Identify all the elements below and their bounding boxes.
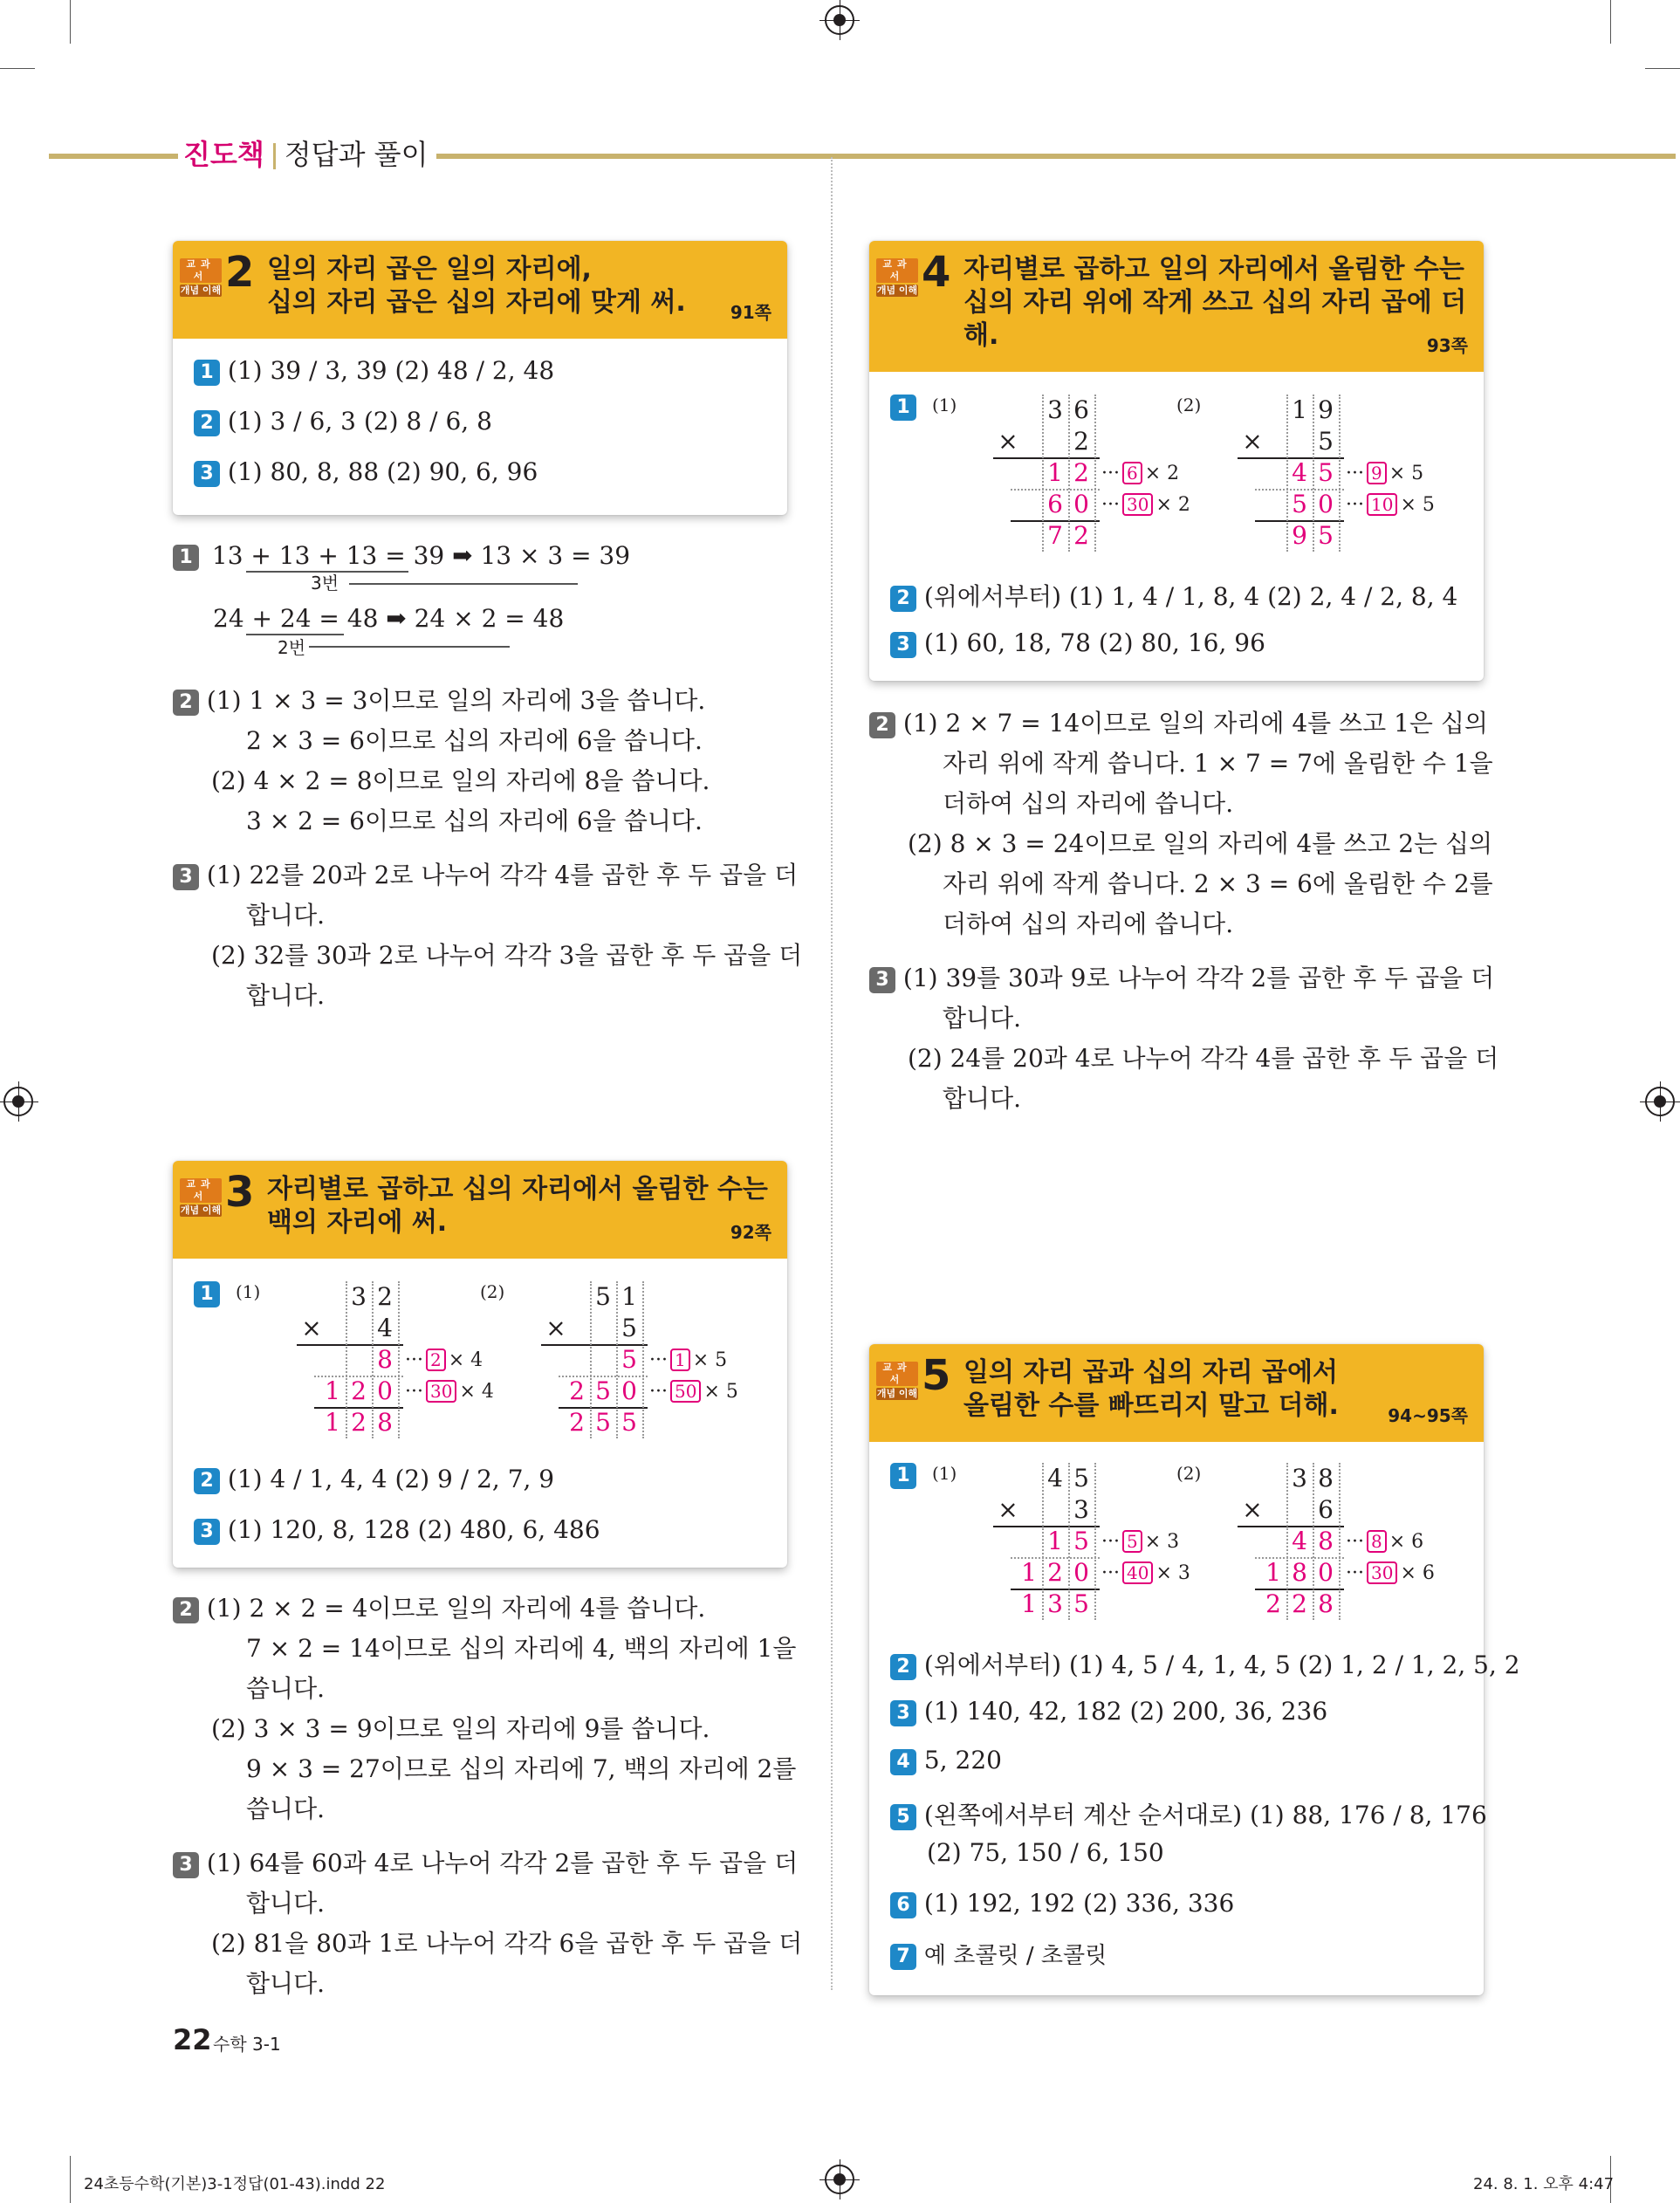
answer-box-value: 1 — [670, 1349, 690, 1371]
digit: 2 — [1073, 427, 1089, 456]
dotted-line — [1255, 489, 1344, 491]
section-title: 올림한 수를 빠뜨리지 말고 더해. — [963, 1390, 1339, 1421]
result-digit: 5 — [1292, 490, 1307, 518]
result-digit: 1 — [1047, 458, 1063, 487]
question-number: 5 — [890, 1804, 916, 1830]
answer-text: (1) 120, 8, 128 (2) 480, 6, 486 — [227, 1515, 600, 1544]
answer-text: (1) 140, 42, 182 (2) 200, 36, 236 — [923, 1697, 1328, 1726]
explanation-3: 3 (1) 22를 20과 2로 나누어 각각 4를 곱한 후 두 곱을 더 합니다. (2) 32를 30과 2로 나누어 각각 3을 곱한 후 두 곱을 더 합니다. — [173, 855, 802, 1016]
result-digit: 2 — [351, 1376, 367, 1405]
result-digit: 1 — [1021, 1558, 1037, 1587]
answer-box-value: 30 — [426, 1380, 456, 1403]
section-title: 해. — [963, 320, 999, 351]
subquestion-label: (1) — [932, 1463, 957, 1484]
times-sign: × — [998, 1495, 1018, 1524]
page-label: 수학 3-1 — [213, 2034, 281, 2055]
explanation-2: 2 (1) 2 × 7 = 14이므로 일의 자리에 4를 쓰고 1은 십의 자리 위에 작게 씁니다. 1 × 7 = 7에 올림한 수 1을 더하여 십의 자리에 씁니다. (2) 8 × 3 = 24이므로 일의 자리에 4를 쓰고 2는 십의 자리 위에 작게 씁니다. 2 × 3 = 6에 올림한 수 2를 더하여 십의 자리에 씁니다. — [869, 703, 1493, 944]
result-digit: 2 — [1047, 1558, 1063, 1587]
result-digit: 1 — [1047, 1527, 1063, 1555]
result-digit: 5 — [1073, 1589, 1089, 1618]
column-guide — [1094, 395, 1096, 552]
multiplication-calc — [932, 1463, 1190, 1620]
column-guide — [1313, 1463, 1314, 1620]
underline — [993, 1526, 1100, 1527]
sum-line — [1011, 520, 1100, 522]
answer-box-value: 40 — [1122, 1561, 1153, 1584]
question-number: 2 — [890, 586, 916, 612]
answer-text: (1) 4 / 1, 4, 4 (2) 9 / 2, 7, 9 — [227, 1465, 555, 1493]
partial-product-note: ··· 30 × 4 — [405, 1381, 494, 1403]
section-title: 백의 자리에 써. — [267, 1207, 448, 1238]
column-guide — [1068, 395, 1070, 552]
section-title: 일의 자리 곱은 일의 자리에, — [267, 254, 592, 285]
answer-box-value: 9 — [1367, 462, 1387, 484]
explanation-2: 2 (1) 2 × 2 = 4이므로 일의 자리에 4를 씁니다. 7 × 2 = 14이므로 십의 자리에 4, 백의 자리에 1을 씁니다. (2) 3 × 3 = 9이므로 일의 자리에 9를 씁니다. 9 × 3 = 27이므로 십의 자리에 7, 백의 자리에 2를 씁니다. — [173, 1589, 796, 1829]
answer-box-4 — [869, 241, 1484, 681]
box-header — [869, 241, 1484, 372]
dotted-line — [559, 1376, 648, 1377]
result-digit: 2 — [1073, 521, 1089, 550]
section-number: 2 — [225, 248, 255, 297]
result-digit: 2 — [1265, 1589, 1281, 1618]
dotted-line — [1011, 1557, 1100, 1559]
page-reference: 91쪽 — [730, 302, 771, 323]
digit: 9 — [1318, 395, 1334, 424]
sum-line — [314, 1407, 403, 1409]
partial-product-note: ··· 2 × 4 — [405, 1349, 483, 1371]
answer-text: (1) 192, 192 (2) 336, 336 — [923, 1889, 1235, 1918]
column-guide — [346, 1281, 347, 1438]
result-digit: 0 — [1073, 490, 1089, 518]
answer-box-value: 50 — [670, 1380, 701, 1403]
result-digit: 5 — [595, 1408, 611, 1437]
digit: 3 — [351, 1282, 367, 1311]
partial-product-note: ··· 50 × 5 — [649, 1381, 738, 1403]
result-digit: 5 — [1318, 458, 1334, 487]
crop-mark — [0, 68, 35, 69]
question-number: 3 — [194, 1519, 220, 1545]
times-sign: × — [545, 1314, 566, 1342]
answer-text: (위에서부터) (1) 1, 4 / 1, 8, 4 (2) 2, 4 / 2, 8, 4 — [923, 582, 1458, 611]
underline — [541, 1344, 648, 1346]
explanation-2: 2 (1) 1 × 3 = 3이므로 일의 자리에 3을 씁니다. 2 × 3 = 6이므로 십의 자리에 6을 씁니다. (2) 4 × 2 = 8이므로 일의 자리에 8을 씁니다. 3 × 2 = 6이므로 십의 자리에 6을 씁니다. — [173, 681, 710, 841]
section-title: 십의 자리 위에 작게 쓰고 십의 자리 곱에 더 — [963, 287, 1467, 318]
partial-product-note: ··· 10 × 5 — [1346, 494, 1435, 516]
underline — [1238, 1526, 1344, 1527]
subquestion-label: (2) — [1176, 1463, 1202, 1484]
result-digit: 3 — [1047, 1589, 1063, 1618]
answer-box-2 — [173, 241, 787, 515]
subquestion-label: (1) — [932, 395, 957, 415]
partial-product-note: ··· 9 × 5 — [1346, 463, 1424, 484]
partial-product-note: ··· 5 × 3 — [1101, 1531, 1180, 1553]
subquestion-label: (2) — [1176, 395, 1202, 415]
answer-box-5 — [869, 1344, 1520, 1995]
question-number: 3 — [890, 632, 916, 658]
multiplication-calc — [1176, 395, 1435, 552]
partial-product-note: ··· 1 × 5 — [649, 1349, 728, 1371]
result-digit: 5 — [595, 1376, 611, 1405]
answer-box-value: 30 — [1367, 1561, 1397, 1584]
digit: 4 — [1047, 1464, 1063, 1493]
column-guide — [642, 1281, 644, 1438]
column-guide — [372, 1281, 374, 1438]
crop-mark — [70, 2156, 71, 2203]
answer-box-value: 10 — [1367, 493, 1397, 516]
digit: 5 — [1073, 1464, 1089, 1493]
answer-text: (왼쪽에서부터 계산 순서대로) (1) 88, 176 / 8, 176 — [923, 1801, 1487, 1829]
column-guide — [1339, 395, 1341, 552]
answer-box-value: 2 — [426, 1349, 446, 1371]
crop-mark — [1610, 0, 1611, 44]
registration-mark — [825, 2165, 854, 2194]
multiplication-calc — [1176, 1463, 1435, 1620]
result-digit: 8 — [377, 1345, 393, 1374]
digit: 6 — [1318, 1495, 1334, 1524]
page-number: 22 — [173, 2023, 212, 2056]
page-reference: 92쪽 — [730, 1222, 771, 1243]
crop-mark — [1645, 68, 1680, 69]
question-number: 4 — [890, 1749, 916, 1775]
registration-mark — [3, 1087, 33, 1116]
dotted-line — [314, 1376, 403, 1377]
answer-box-value: 5 — [1122, 1530, 1142, 1553]
answer-text: (2) 75, 150 / 6, 150 — [927, 1838, 1164, 1867]
partial-product-note: ··· 40 × 3 — [1101, 1562, 1190, 1584]
partial-product-note: ··· 30 × 6 — [1346, 1562, 1435, 1584]
partial-product-note: ··· 30 × 2 — [1101, 494, 1190, 516]
dotted-line — [1255, 1557, 1344, 1559]
question-number: 2 — [194, 1468, 220, 1494]
underline — [1238, 457, 1344, 459]
result-digit: 5 — [621, 1408, 637, 1437]
result-digit: 0 — [1073, 1558, 1089, 1587]
digit: 2 — [377, 1282, 393, 1311]
count-label: 2번 — [278, 637, 306, 658]
answer-text: (1) 60, 18, 78 (2) 80, 16, 96 — [923, 628, 1265, 657]
result-digit: 0 — [1318, 490, 1334, 518]
result-digit: 0 — [621, 1376, 637, 1405]
explanation-1-2 — [213, 604, 564, 633]
result-digit: 9 — [1292, 521, 1307, 550]
result-digit: 2 — [1073, 458, 1089, 487]
digit: 4 — [377, 1314, 393, 1342]
result-digit: 1 — [325, 1376, 340, 1405]
box-header — [173, 1161, 787, 1259]
section-number: 4 — [922, 248, 951, 297]
column-guide — [1286, 395, 1288, 552]
footer-timestamp: 24. 8. 1. 오후 4:47 — [1473, 2175, 1615, 2193]
answer-text: 5, 220 — [923, 1746, 1002, 1774]
digit: 3 — [1292, 1464, 1307, 1493]
question-number: 3 — [890, 1700, 916, 1726]
section-title: 자리별로 곱하고 십의 자리에서 올림한 수는 — [267, 1174, 768, 1204]
column-guide — [1042, 395, 1044, 552]
digit: 5 — [595, 1282, 611, 1311]
result-digit: 5 — [1318, 521, 1334, 550]
column-guide — [1313, 395, 1314, 552]
section-title: 십의 자리 곱은 십의 자리에 맞게 써. — [267, 287, 686, 318]
partial-product-note: ··· 6 × 2 — [1101, 463, 1180, 484]
result-digit: 2 — [1292, 1589, 1307, 1618]
digit: 1 — [621, 1282, 637, 1311]
arrow-line — [309, 646, 510, 648]
crop-mark — [70, 0, 71, 44]
dotted-line — [1011, 489, 1100, 491]
textbook-badge: 교과서 개념 이해 — [180, 1178, 222, 1216]
sum-line — [1011, 1589, 1100, 1590]
answer-text: 예 초콜릿 / 초콜릿 — [923, 1943, 1107, 1969]
times-sign: × — [998, 427, 1018, 456]
explanation-1: 1 13 + 13 + 13 = 39 ➡ 13 × 3 = 39 — [173, 541, 630, 571]
page-reference: 93쪽 — [1426, 335, 1468, 356]
section-title: 자리별로 곱하고 일의 자리에서 올림한 수는 — [963, 254, 1464, 285]
digit: 5 — [621, 1314, 637, 1342]
question-number: 7 — [890, 1944, 916, 1970]
column-guide — [1068, 1463, 1070, 1620]
result-digit: 5 — [621, 1345, 637, 1374]
section-number: 5 — [922, 1351, 951, 1400]
digit: 5 — [1318, 427, 1334, 456]
answer-box-value: 30 — [1122, 493, 1153, 516]
subquestion-label: (1) — [236, 1281, 261, 1302]
digit: 8 — [1318, 1464, 1334, 1493]
sum-line — [559, 1407, 648, 1409]
textbook-badge: 교과서 개념 이해 — [876, 1362, 918, 1399]
column-guide — [590, 1281, 592, 1438]
section-title: 일의 자리 곱과 십의 자리 곱에서 — [963, 1357, 1338, 1388]
count-label: 3번 — [311, 573, 339, 594]
column-guide — [1094, 1463, 1096, 1620]
multiplication-calc — [236, 1281, 494, 1438]
question-number: 1 — [194, 1281, 220, 1307]
textbook-badge: 교과서 개념 이해 — [876, 258, 918, 296]
question-number: 1 — [194, 360, 220, 386]
header-brand: 진도책 — [183, 138, 264, 171]
subquestion-label: (2) — [480, 1281, 505, 1302]
multiplication-calc — [480, 1281, 738, 1438]
result-digit: 7 — [1047, 521, 1063, 550]
answer-text: (위에서부터) (1) 4, 5 / 4, 1, 4, 5 (2) 1, 2 / 1, 2, 5, 2 — [923, 1651, 1520, 1679]
column-guide — [1042, 1463, 1044, 1620]
sum-line — [1255, 520, 1344, 522]
result-digit: 4 — [1292, 458, 1307, 487]
digit: 6 — [1073, 395, 1089, 424]
result-digit: 1 — [325, 1408, 340, 1437]
column-divider — [831, 157, 833, 1990]
answer-box-value: 6 — [1122, 462, 1142, 484]
result-digit: 5 — [1073, 1527, 1089, 1555]
box-header — [173, 241, 787, 339]
result-digit: 0 — [377, 1376, 393, 1405]
box-header — [869, 1344, 1484, 1442]
explanation-3: 3 (1) 64를 60과 4로 나누어 각각 2를 곱한 후 두 곱을 더 합니다. (2) 81을 80과 1로 나누어 각각 6을 곱한 후 두 곱을 더 합니다. — [173, 1843, 802, 2004]
question-number: 3 — [194, 461, 220, 487]
result-digit: 2 — [569, 1376, 585, 1405]
result-digit: 2 — [569, 1408, 585, 1437]
section-number: 3 — [225, 1168, 255, 1217]
footer-filename: 24초등수학(기본)3-1정답(01-43).indd 22 — [84, 2175, 386, 2193]
column-guide — [1339, 1463, 1341, 1620]
answer-box-value: 8 — [1367, 1530, 1387, 1553]
result-digit: 8 — [1292, 1558, 1307, 1587]
result-digit: 1 — [1265, 1558, 1281, 1587]
column-guide — [398, 1281, 400, 1438]
question-number: 2 — [890, 1654, 916, 1680]
digit: 3 — [1047, 395, 1063, 424]
times-sign: × — [1242, 1495, 1263, 1524]
header-rule — [436, 154, 1676, 159]
result-digit: 8 — [1318, 1527, 1334, 1555]
equation: 13 + 13 + 13 = 39 ➡ 13 × 3 = 39 — [211, 541, 631, 570]
sum-line — [1255, 1589, 1344, 1590]
answer-text: (1) 3 / 6, 3 (2) 8 / 6, 8 — [227, 407, 492, 436]
multiplication-calc — [932, 395, 1190, 552]
header-rule — [49, 154, 178, 159]
header-subtitle: 정답과 풀이 — [284, 138, 429, 171]
question-number: 6 — [890, 1892, 916, 1918]
result-digit: 1 — [1021, 1589, 1037, 1618]
textbook-badge: 교과서 개념 이해 — [180, 258, 222, 296]
registration-mark — [825, 5, 854, 35]
result-digit: 4 — [1292, 1527, 1307, 1555]
column-guide — [1286, 1463, 1288, 1620]
result-digit: 0 — [1318, 1558, 1334, 1587]
column-guide — [616, 1281, 618, 1438]
times-sign: × — [301, 1314, 322, 1342]
result-digit: 8 — [377, 1408, 393, 1437]
answer-text: (1) 80, 8, 88 (2) 90, 6, 96 — [227, 457, 538, 486]
underline — [993, 457, 1100, 459]
result-digit: 2 — [351, 1408, 367, 1437]
answer-text: (1) 39 / 3, 39 (2) 48 / 2, 48 — [227, 356, 555, 385]
partial-product-note: ··· 8 × 6 — [1346, 1531, 1424, 1553]
arrow-line — [349, 583, 578, 585]
page-reference: 94~95쪽 — [1388, 1405, 1468, 1426]
result-digit: 6 — [1047, 490, 1063, 518]
explanation-3: 3 (1) 39를 30과 9로 나누어 각각 2를 곱한 후 두 곱을 더 합니다. (2) 24를 20과 4로 나누어 각각 4를 곱한 후 두 곱을 더 합니다. — [869, 958, 1498, 1119]
answer-box-3 — [173, 1161, 787, 1568]
question-number: 1 — [890, 395, 916, 421]
page-header — [183, 133, 428, 173]
underline — [297, 1344, 403, 1346]
equation: 24 + 24 = 48 ➡ 24 × 2 = 48 — [213, 604, 565, 633]
digit: 1 — [1292, 395, 1307, 424]
registration-mark — [1645, 1087, 1675, 1116]
question-number: 1 — [890, 1463, 916, 1489]
times-sign: × — [1242, 427, 1263, 456]
result-digit: 8 — [1318, 1589, 1334, 1618]
digit: 3 — [1073, 1495, 1089, 1524]
question-number: 2 — [194, 410, 220, 436]
